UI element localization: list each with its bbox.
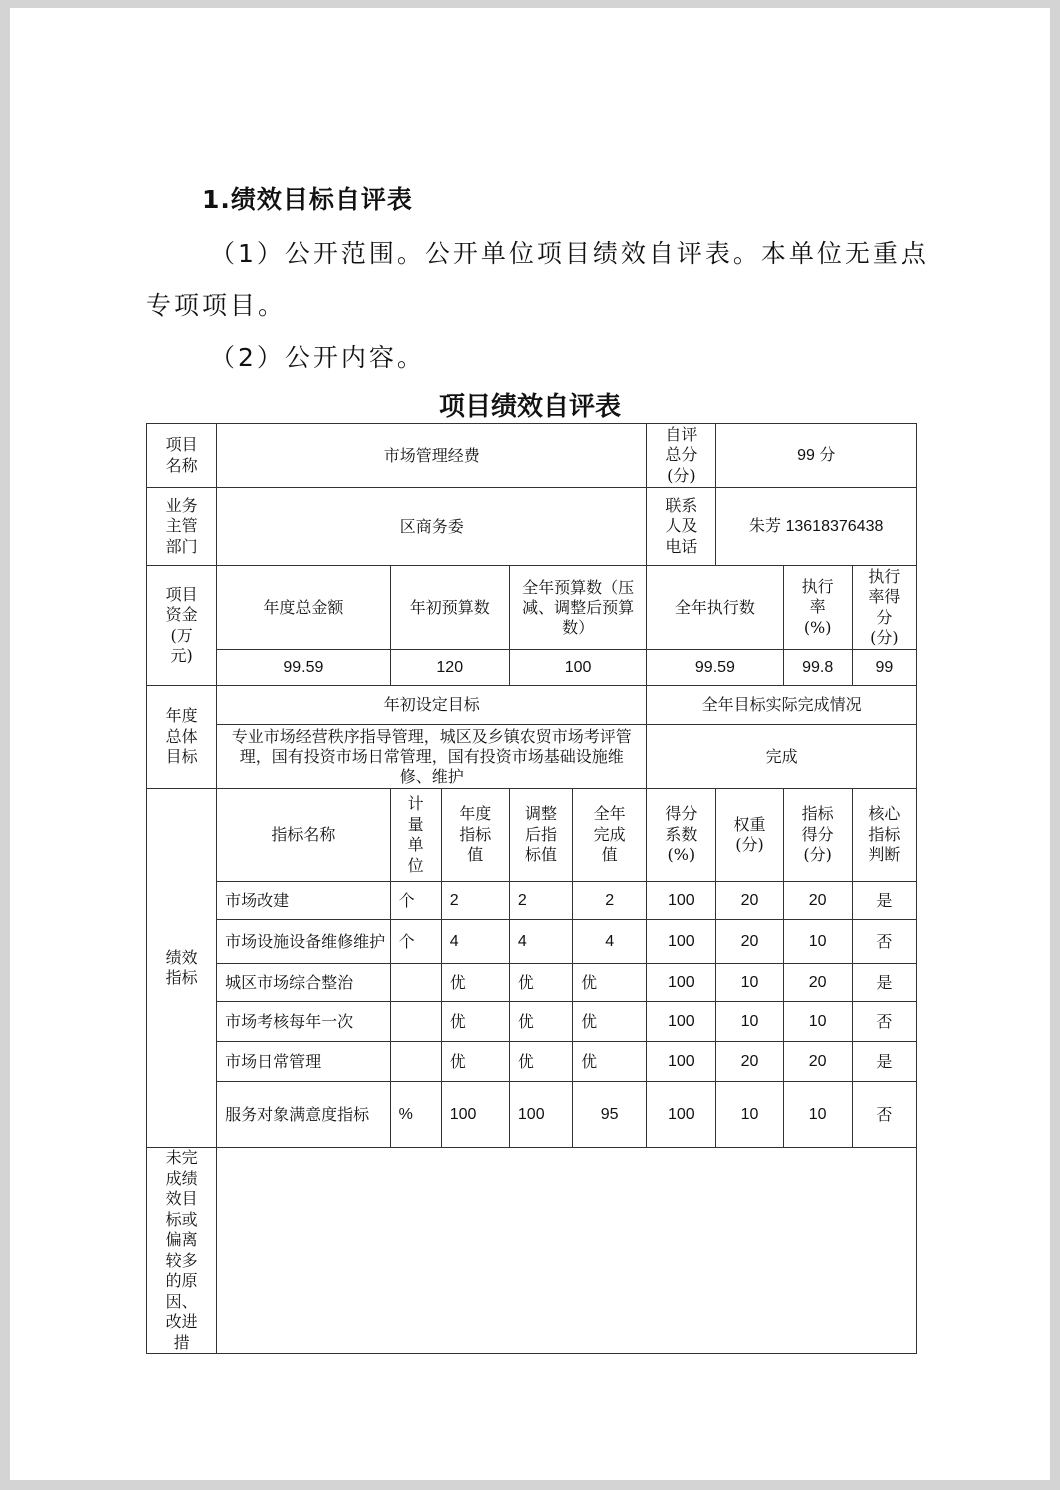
indicator-header-score: 指标得分(分) (783, 789, 852, 882)
department-value: 区商务委 (217, 488, 647, 566)
indicator-coefficient: 100 (647, 1042, 716, 1082)
indicator-score: 10 (783, 1002, 852, 1042)
paragraph-scope-line1: （1）公开范围。公开单位项目绩效自评表。本单位无重点 (210, 239, 929, 268)
indicator-annual: 4 (441, 920, 509, 964)
contact-label: 联系人及电话 (647, 488, 716, 566)
indicator-score: 10 (783, 1082, 852, 1148)
funds-label: 项目资金(万元) (147, 566, 217, 686)
indicator-annual: 100 (441, 1082, 509, 1148)
indicator-unit: 个 (390, 920, 441, 964)
project-name-label: 项目名称 (147, 424, 217, 488)
funds-header-full-year-budget: 全年预算数（压减、调整后预算数） (509, 566, 646, 650)
funds-header-row (147, 566, 917, 650)
funds-header-initial-budget: 年初预算数 (390, 566, 509, 650)
indicator-completed: 4 (573, 920, 647, 964)
indicator-weight: 10 (716, 1082, 783, 1148)
table-row (147, 920, 917, 964)
goal-actual-text: 完成 (647, 725, 917, 789)
goal-label: 年度总体目标 (147, 686, 217, 789)
indicator-adjusted: 2 (509, 882, 572, 920)
indicator-adjusted: 优 (509, 1002, 572, 1042)
funds-executed: 99.59 (647, 650, 783, 686)
indicator-completed: 2 (573, 882, 647, 920)
contact-value: 朱芳 13618376438 (716, 488, 917, 566)
department-label: 业务主管部门 (147, 488, 217, 566)
indicator-core: 否 (852, 1002, 916, 1042)
indicator-score: 20 (783, 964, 852, 1002)
indicator-adjusted: 优 (509, 964, 572, 1002)
indicator-name: 市场日常管理 (217, 1042, 390, 1082)
indicator-core: 是 (852, 1042, 916, 1082)
reasons-row (147, 1148, 917, 1354)
indicator-coefficient: 100 (647, 920, 716, 964)
indicator-annual: 优 (441, 1002, 509, 1042)
project-name-value: 市场管理经费 (217, 424, 647, 488)
goal-header-actual: 全年目标实际完成情况 (647, 686, 917, 725)
indicator-coefficient: 100 (647, 1082, 716, 1148)
indicator-header-weight: 权重(分) (716, 789, 783, 882)
funds-execution-rate: 99.8 (783, 650, 852, 686)
paragraph-content: （2）公开内容。 (210, 343, 425, 372)
indicators-label: 绩效指标 (147, 789, 217, 1148)
indicator-completed: 优 (573, 1042, 647, 1082)
indicator-annual: 优 (441, 964, 509, 1002)
indicator-core: 否 (852, 920, 916, 964)
indicator-name: 城区市场综合整治 (217, 964, 390, 1002)
indicator-name: 市场设施设备维修维护 (217, 920, 390, 964)
table-row (147, 964, 917, 1002)
funds-header-executed: 全年执行数 (647, 566, 783, 650)
indicator-name: 市场考核每年一次 (217, 1002, 390, 1042)
goal-header-row (147, 686, 917, 725)
table-row (147, 1082, 917, 1148)
indicator-completed: 优 (573, 1002, 647, 1042)
paragraph-scope-line2: 专项项目。 (146, 291, 287, 320)
indicator-completed: 95 (573, 1082, 647, 1148)
indicator-score: 10 (783, 920, 852, 964)
reasons-value (217, 1148, 917, 1354)
performance-self-evaluation-table (146, 423, 917, 1354)
indicator-unit: % (390, 1082, 441, 1148)
indicator-header-completed: 全年完成值 (573, 789, 647, 882)
indicator-weight: 20 (716, 882, 783, 920)
indicator-header-annual: 年度指标值 (441, 789, 509, 882)
funds-header-annual-total: 年度总金额 (217, 566, 390, 650)
indicator-completed: 优 (573, 964, 647, 1002)
funds-rate-score: 99 (852, 650, 916, 686)
department-row (147, 488, 917, 566)
indicator-score: 20 (783, 1042, 852, 1082)
total-score-label: 自评总分(分) (647, 424, 716, 488)
goal-header-initial: 年初设定目标 (217, 686, 647, 725)
goal-initial-text: 专业市场经营秩序指导管理，城区及乡镇农贸市场考评管理，国有投资市场日常管理，国有投资市场基础设施维修、维护 (217, 725, 647, 789)
table-title: 项目绩效自评表 (438, 392, 621, 422)
document-page (10, 8, 1050, 1480)
table-row (147, 1042, 917, 1082)
indicator-unit (390, 964, 441, 1002)
indicator-coefficient: 100 (647, 1002, 716, 1042)
indicator-weight: 10 (716, 964, 783, 1002)
reasons-label: 未完成绩效目标或偏离较多的原因、改进措 (147, 1148, 217, 1354)
indicator-header-adjusted: 调整后指标值 (509, 789, 572, 882)
indicator-weight: 20 (716, 920, 783, 964)
funds-header-rate-score: 执行率得分(分) (852, 566, 916, 650)
indicator-name: 市场改建 (217, 882, 390, 920)
funds-full-year-budget: 100 (509, 650, 646, 686)
section-heading: 1.绩效目标自评表 (202, 185, 413, 214)
indicator-weight: 20 (716, 1042, 783, 1082)
table-row (147, 1002, 917, 1042)
funds-initial-budget: 120 (390, 650, 509, 686)
indicator-header-coefficient: 得分系数(%) (647, 789, 716, 882)
indicator-core: 否 (852, 1082, 916, 1148)
indicator-header-unit: 计量单位 (390, 789, 441, 882)
indicator-adjusted: 100 (509, 1082, 572, 1148)
indicator-unit (390, 1042, 441, 1082)
goal-content-row (147, 725, 917, 789)
indicator-unit: 个 (390, 882, 441, 920)
indicator-annual: 优 (441, 1042, 509, 1082)
funds-values-row (147, 650, 917, 686)
funds-annual-total: 99.59 (217, 650, 390, 686)
indicator-core: 是 (852, 964, 916, 1002)
total-score-value: 99 分 (716, 424, 917, 488)
indicator-coefficient: 100 (647, 882, 716, 920)
indicator-core: 是 (852, 882, 916, 920)
indicator-coefficient: 100 (647, 964, 716, 1002)
table-row (147, 882, 917, 920)
funds-header-execution-rate: 执行率(%) (783, 566, 852, 650)
indicator-annual: 2 (441, 882, 509, 920)
indicator-header-row (147, 789, 917, 882)
project-name-row (147, 424, 917, 488)
indicator-header-name: 指标名称 (217, 789, 390, 882)
indicator-adjusted: 4 (509, 920, 572, 964)
indicator-unit (390, 1002, 441, 1042)
indicator-score: 20 (783, 882, 852, 920)
indicator-header-core: 核心指标判断 (852, 789, 916, 882)
indicator-name: 服务对象满意度指标 (217, 1082, 390, 1148)
indicator-weight: 10 (716, 1002, 783, 1042)
indicator-adjusted: 优 (509, 1042, 572, 1082)
